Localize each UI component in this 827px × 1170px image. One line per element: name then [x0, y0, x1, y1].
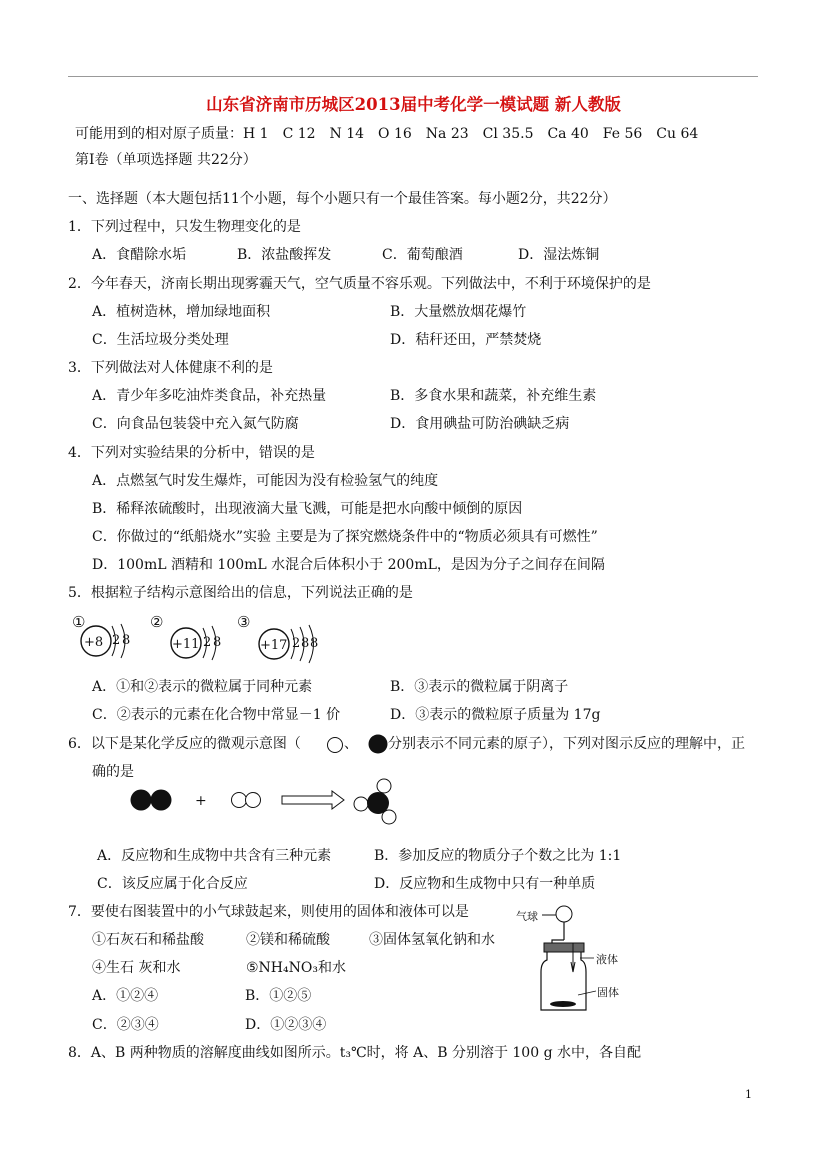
page-number: 1: [745, 1088, 752, 1101]
atom2-marker: ②: [150, 613, 164, 631]
q2-option-a: A．植树造林，增加绿地面积: [92, 304, 271, 320]
q7-option-c: C．②③④: [92, 1017, 159, 1033]
product-white-atom-top: [377, 779, 391, 793]
atom3-marker: ③: [237, 613, 251, 631]
q7-choice-3: ③固体氢氧化钠和水: [369, 932, 495, 948]
label-solid: 固体: [597, 986, 619, 999]
atomic-masses: 可能用到的相对原子质量：H 1 C 12 N 14 O 16 Na 23 Cl 35.5 Ca 40 Fe 56 Cu 64: [75, 126, 699, 142]
q2-stem: 2．今年春天，济南长期出现雾霾天气，空气质量不容乐观。下列做法中，不利于环境保护的是: [68, 276, 651, 292]
q5-stem: 5．根据粒子结构示意图给出的信息，下列说法正确的是: [68, 585, 413, 601]
q1-option-c: C．葡萄酿酒: [382, 247, 463, 263]
atom1-shell-1: 2: [112, 633, 121, 648]
atom2-shell-1: 2: [203, 635, 212, 650]
q7-option-a: A．①②④: [92, 988, 159, 1004]
q6-stem-separator: 、: [344, 736, 358, 752]
product-white-atom-left: [354, 797, 368, 811]
q3-option-d: D．食用碘盐可防治碘缺乏病: [390, 416, 570, 432]
q7-choice-1: ①石灰石和稀盐酸: [92, 932, 204, 948]
atom3-shell-2: 8: [301, 636, 310, 651]
q3-option-c: C．向食品包装袋中充入氮气防腐: [92, 416, 299, 432]
legend-black-atom-icon: [369, 735, 388, 754]
atom1-shell-2: 8: [122, 633, 131, 648]
q7-choice-5: ⑤NH₄NO₃和水: [246, 960, 346, 976]
q4-option-a: A．点燃氢气时发生爆炸，可能因为没有检验氢气的纯度: [92, 473, 439, 489]
stopper: [544, 943, 584, 952]
q1-option-b: B．浓盐酸挥发: [237, 247, 332, 263]
q4-option-b: B．稀释浓硫酸时，出现液滴大量飞溅，可能是把水向酸中倾倒的原因: [92, 501, 523, 517]
reaction-arrow: [282, 791, 344, 809]
q4-option-d: D．100mL 酒精和 100mL 水混合后体积小于 200mL，是因为分子之间存在间隔: [92, 557, 605, 573]
q1-option-a: A．食醋除水垢: [92, 247, 187, 263]
reactant-white-molecule-atom-2: [246, 793, 261, 808]
q7-choice-2: ②镁和稀硫酸: [246, 932, 330, 948]
q8-stem: 8．A、B 两种物质的溶解度曲线如图所示。t₃℃时，将 A、B 分别溶于 100 g 水中，各自配: [68, 1045, 641, 1061]
reactant-black-molecule-atom-2: [151, 790, 172, 811]
q7-choice-4: ④生石 灰和水: [92, 960, 181, 976]
q5-option-d: D．③表示的微粒原子质量为 17g: [390, 707, 601, 723]
atom2-shell-2: 8: [213, 635, 222, 650]
q3-option-a: A．青少年多吃油炸类食品，补充热量: [92, 388, 327, 404]
atom1-marker: ①: [72, 613, 86, 631]
reaction-plus: +: [195, 793, 207, 809]
reactant-black-molecule-atom-1: [131, 790, 152, 811]
atom3-shell-1: 2: [292, 636, 301, 651]
q5-option-a: A．①和②表示的微粒属于同种元素: [92, 679, 313, 695]
q7-stem: 7．要使右图装置中的小气球鼓起来，则使用的固体和液体可以是: [68, 904, 469, 920]
q6-option-c: C．该反应属于化合反应: [97, 876, 248, 892]
q6-option-b: B．参加反应的物质分子个数之比为 1:1: [374, 848, 622, 864]
q7-option-d: D．①②③④: [245, 1017, 327, 1033]
atom3-nucleus: +17: [260, 638, 288, 653]
label-liquid: 液体: [596, 953, 618, 966]
q2-option-c: C．生活垃圾分类处理: [92, 332, 229, 348]
reactant-white-molecule-atom-1: [232, 793, 247, 808]
page-title: 山东省济南市历城区2013届中考化学一模试题 新人教版: [206, 95, 621, 114]
atom1-nucleus: +8: [84, 635, 104, 650]
atom2-nucleus: +11: [172, 637, 200, 652]
q6-option-d: D．反应物和生成物中只有一种单质: [374, 876, 596, 892]
q2-option-b: B．大量燃放烟花爆竹: [390, 304, 527, 320]
q6-stem-part2: 分别表示不同元素的原子），下列对图示反应的理解中，正: [388, 736, 745, 752]
q3-stem: 3．下列做法对人体健康不利的是: [68, 360, 273, 376]
solid-in-flask: [550, 1001, 576, 1007]
q4-stem: 4．下列对实验结果的分析中，错误的是: [68, 445, 315, 461]
atom3-shell-3: 8: [310, 636, 319, 651]
q6-stem-part1: 6．以下是某化学反应的微观示意图（: [68, 736, 301, 752]
volume-heading: 第Ⅰ卷（单项选择题 共22分）: [75, 152, 257, 168]
q1-option-d: D．湿法炼铜: [518, 247, 600, 263]
product-black-atom-center: [367, 792, 389, 814]
q1-stem: 1．下列过程中，只发生物理变化的是: [68, 219, 301, 235]
q6-stem-part3: 确的是: [92, 764, 134, 780]
q2-option-d: D．秸秆还田，严禁焚烧: [390, 332, 542, 348]
q7-option-b: B．①②⑤: [245, 988, 312, 1004]
section-heading: 一、选择题（本大题包括11个小题，每个小题只有一个最佳答案。每小题2分，共22分）: [68, 191, 617, 207]
q4-option-c: C．你做过的“纸船烧水”实验 主要是为了探究燃烧条件中的“物质必须具有可燃性”: [92, 529, 598, 545]
label-balloon: 气球: [516, 910, 538, 923]
balloon-icon: [556, 906, 572, 922]
q5-option-b: B．③表示的微粒属于阴离子: [390, 679, 569, 695]
q5-option-c: C．②表示的元素在化合物中常显－1 价: [92, 707, 341, 723]
q6-option-a: A．反应物和生成物中共含有三种元素: [97, 848, 332, 864]
solid-leader-line: [578, 991, 596, 995]
q3-option-b: B．多食水果和蔬菜，补充维生素: [390, 388, 597, 404]
legend-white-atom-icon: [328, 738, 343, 753]
